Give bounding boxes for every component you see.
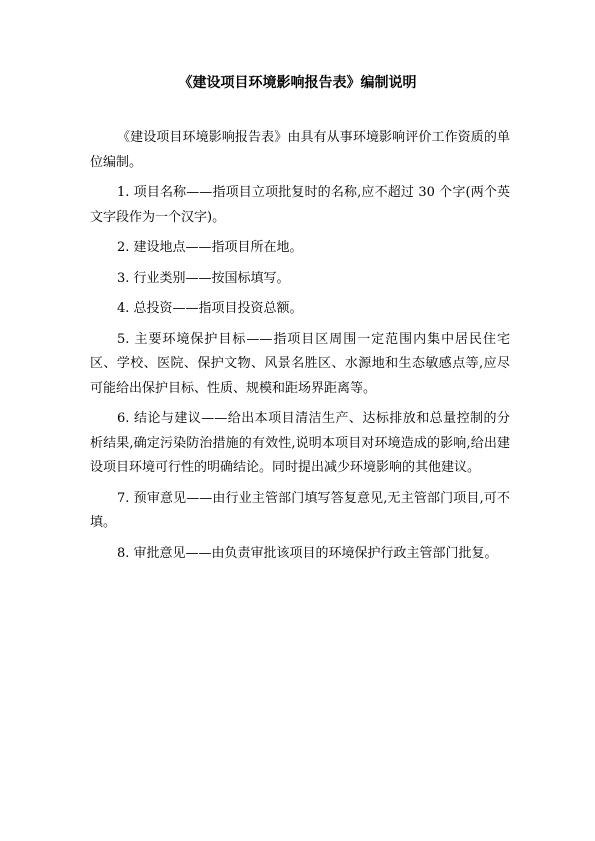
- item-construction-site: 2. 建设地点——指项目所在地。: [117, 240, 303, 255]
- document-title: 《建设项目环境影响报告表》编制说明: [178, 75, 417, 91]
- item-protection-targets: 5. 主要环境保护目标——指项目区周围一定范围内集中居民住宅区、学校、医院、保护文物、风景名胜区、水源地和生态敏感点等,应尽可能给出保护目标、性质、规模和距场界距离等。: [90, 331, 510, 396]
- item-preliminary-review: 7. 预审意见——由行业主管部门填写答复意见,无主管部门项目,可不填。: [90, 490, 510, 530]
- item-approval-opinion: 8. 审批意见——由负责审批该项目的环境保护行政主管部门批复。: [117, 545, 498, 561]
- item-project-name: 1. 项目名称——指项目立项批复时的名称,应不超过 30 个字(两个英文字段作为一个汉字)。: [90, 185, 510, 225]
- item-conclusions: 6. 结论与建议——给出本项目清洁生产、达标排放和总量控制的分析结果,确定污染防治措施的有效性,说明本项目对环境造成的影响,给出建设项目环境可行性的明确结论。同时提出减少环境影响的其他建议。: [90, 411, 510, 475]
- intro-paragraph: 《建设项目环境影响报告表》由具有从事环境影响评价工作资质的单位编制。: [90, 130, 510, 170]
- item-total-investment: 4. 总投资——指项目投资总额。: [117, 301, 303, 316]
- document-body: [90, 126, 510, 572]
- item-industry-category: 3. 行业类别——按国标填写。: [117, 270, 290, 286]
